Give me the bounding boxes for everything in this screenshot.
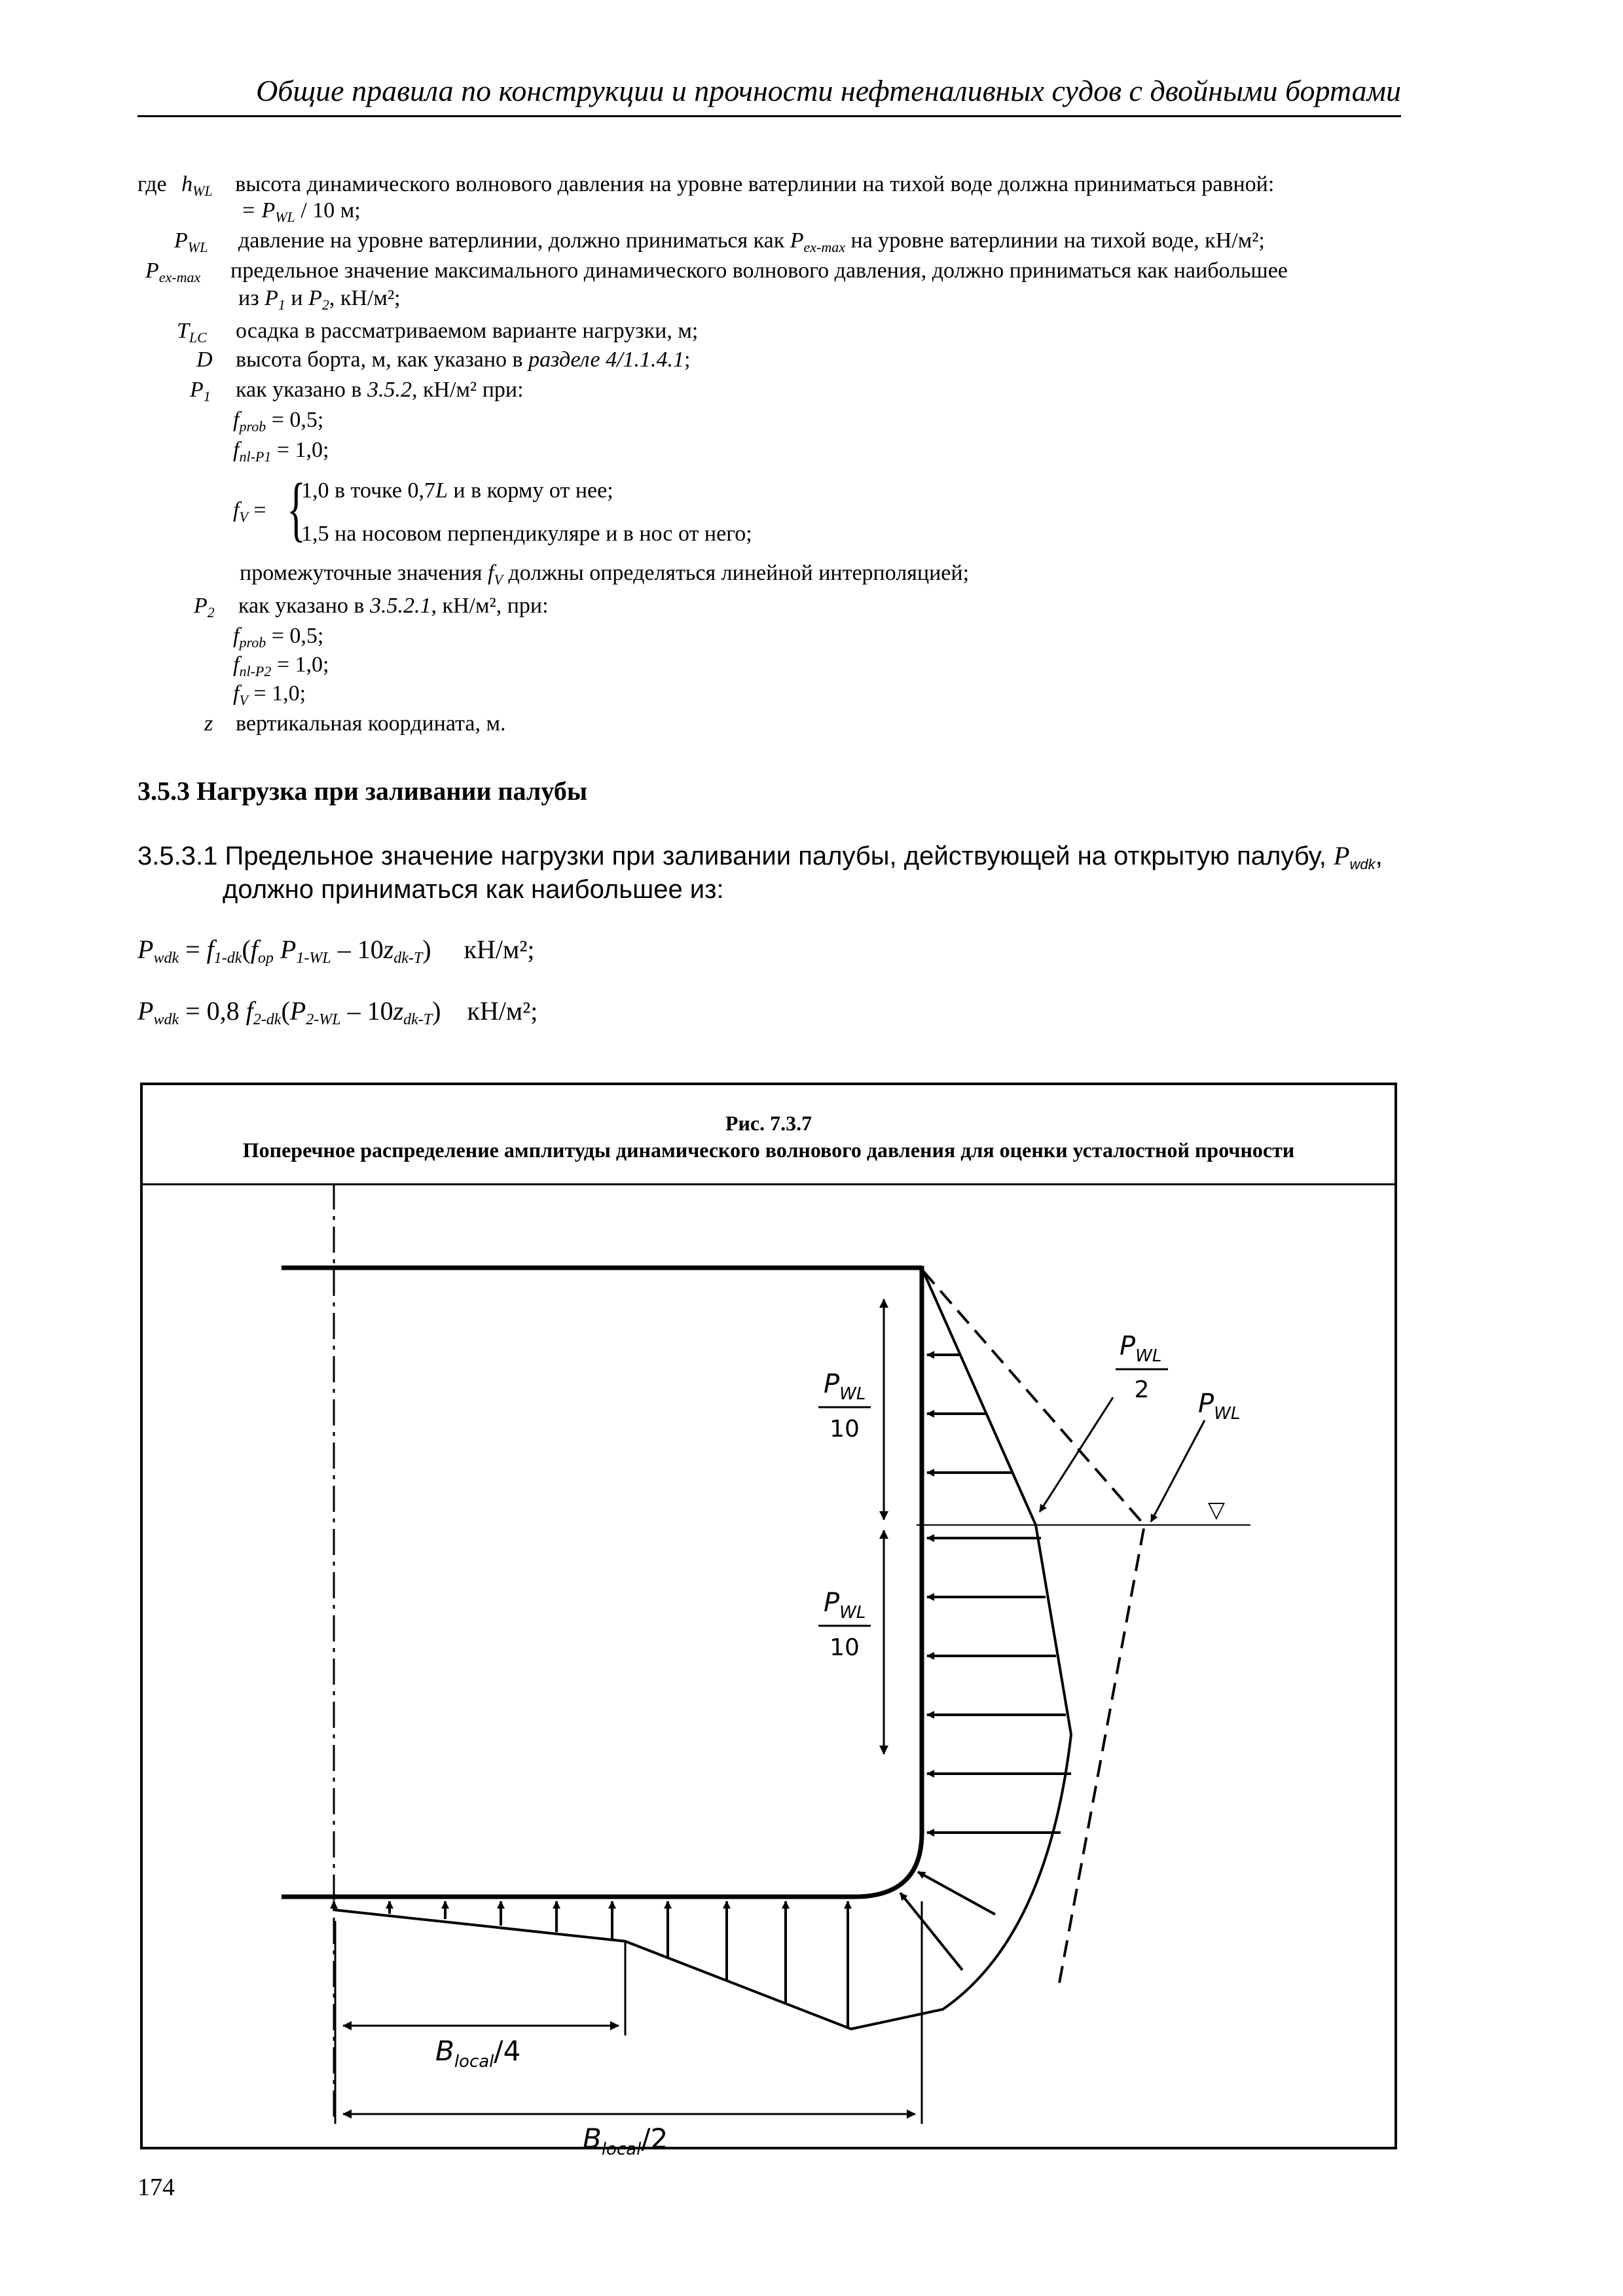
d-symbol: D (196, 348, 213, 372)
label-pwl-10-upper (818, 1369, 871, 1443)
hull-outline (282, 1266, 922, 1897)
label-blocal-4: $B_{local}/4$ (435, 2035, 521, 2072)
def-p1: как указано в 3.5.2, кН/м² при: (236, 378, 524, 402)
fv-2: $f_V = 1,0$; (233, 681, 306, 708)
svg-text:10: 10 (830, 1634, 860, 1661)
leader-lines (1040, 1397, 1205, 1522)
formula-2: $P_{wdk} = 0,8$ $f_{2-dk}(P_{2-WL} - 10z_{dk-T})$ кН/м²; (137, 996, 538, 1028)
fprob-2: $f_{prob} = 0,5$; (233, 624, 324, 651)
pwl-dashed-profile (923, 1271, 1144, 1983)
svg-text:10: 10 (830, 1416, 860, 1443)
fv-brace: { (287, 469, 306, 548)
hwl-symbol: $h_{WL}$ (181, 172, 213, 199)
def-pex: предельное значение максимального динамического волнового давления, должно приниматься как наибольшее (230, 259, 1288, 283)
waterline-symbol: ▽ (1207, 1497, 1226, 1523)
bottom-arrows (334, 1901, 848, 2028)
def-p2: как указано в 3.5.2.1, кН/м², при: (238, 594, 549, 618)
label-pwl-10-lower (818, 1588, 871, 1661)
figure-number: Рис. 7.3.7 (725, 1111, 812, 1135)
pwl-symbol: $P_{WL}$ (174, 228, 208, 255)
svg-text:2: 2 (1134, 1376, 1150, 1403)
svg-text:PWL: $P_{WL}$ (1120, 1331, 1162, 1366)
where-word: где (137, 172, 167, 196)
running-header: Общие правила по конструкции и прочности нефтеналивных судов с двойными бортами (256, 74, 1401, 107)
def-z: вертикальная координата, м. (236, 711, 506, 736)
fv-case-2: 1,5 на носовом перпендикуляре и в нос от него; (301, 522, 752, 546)
para-line-1: 3.5.3.1 Предельное значение нагрузки при заливании палубы, действующей на открытую палубу, $P_{wdk}$, (137, 841, 1383, 872)
horizontal-dimensions (335, 1901, 922, 2124)
side-arrows (927, 1355, 1071, 1833)
bilge-arrows (900, 1872, 995, 1970)
def-tlc: осадка в рассматриваемом варианте нагрузки, м; (236, 319, 699, 343)
para-line-2: должно приниматься как наибольшее из: (223, 875, 724, 904)
figure-title: Поперечное распределение амплитуды динамического волнового давления для оценки усталостной прочности (242, 1138, 1295, 1162)
def-d: высота борта, м, как указано в разделе 4/1.1.4.1; (236, 348, 691, 372)
label-pwl: $P_{WL}$ (1198, 1389, 1241, 1424)
p1-symbol: $P_1$ (190, 378, 211, 404)
svg-text:PWL: $P_{WL}$ (824, 1588, 866, 1623)
svg-text:PWL: $P_{WL}$ (824, 1369, 866, 1404)
def-pwl: давление на уровне ватерлинии, должно приниматься как $P_{ex-max}$ на уровне ватерлинии на тихой воде, кН/м²; (238, 228, 1265, 255)
label-blocal-2: $B_{local}/2$ (583, 2123, 668, 2159)
section-heading: 3.5.3 Нагрузка при заливании палубы (137, 776, 588, 806)
def-pex-2: из $P_1$ и $P_2$, кН/м²; (238, 286, 401, 313)
page-number: 174 (137, 2174, 175, 2201)
fv-case-1: 1,0 в точке 0,7L и в корму от нее; (301, 478, 613, 503)
fv-label: $f_V$ = (233, 498, 266, 525)
interp-note: промежуточные значения $f_V$ должны определяться линейной интерполяцией; (240, 561, 970, 588)
p2-symbol: $P_2$ (194, 594, 215, 620)
pex-symbol: $P_{ex-max}$ (145, 259, 201, 285)
hwl-formula: = $P_{WL} / 10$ м; (241, 198, 361, 225)
label-pwl-2 (1116, 1331, 1168, 1403)
fnl-p2: $f_{nl-P2} = 1,0$; (233, 653, 329, 679)
tlc-symbol: $T_{LC}$ (177, 319, 207, 346)
hwl-text: высота динамического волнового давления на уровне ватерлинии на тихой воде должна приниматься равной: (235, 172, 1275, 196)
formula-1: $P_{wdk} = f_{1-dk}(f_{op}$ $P_{1-WL} - 10z_{dk-T}$) кН/м²; (137, 935, 535, 967)
fprob-1: $f_{prob} = 0,5$; (233, 408, 324, 435)
fnl-p1: $f_{nl-P1} = 1,0$; (233, 438, 329, 465)
z-symbol: z (204, 711, 213, 736)
